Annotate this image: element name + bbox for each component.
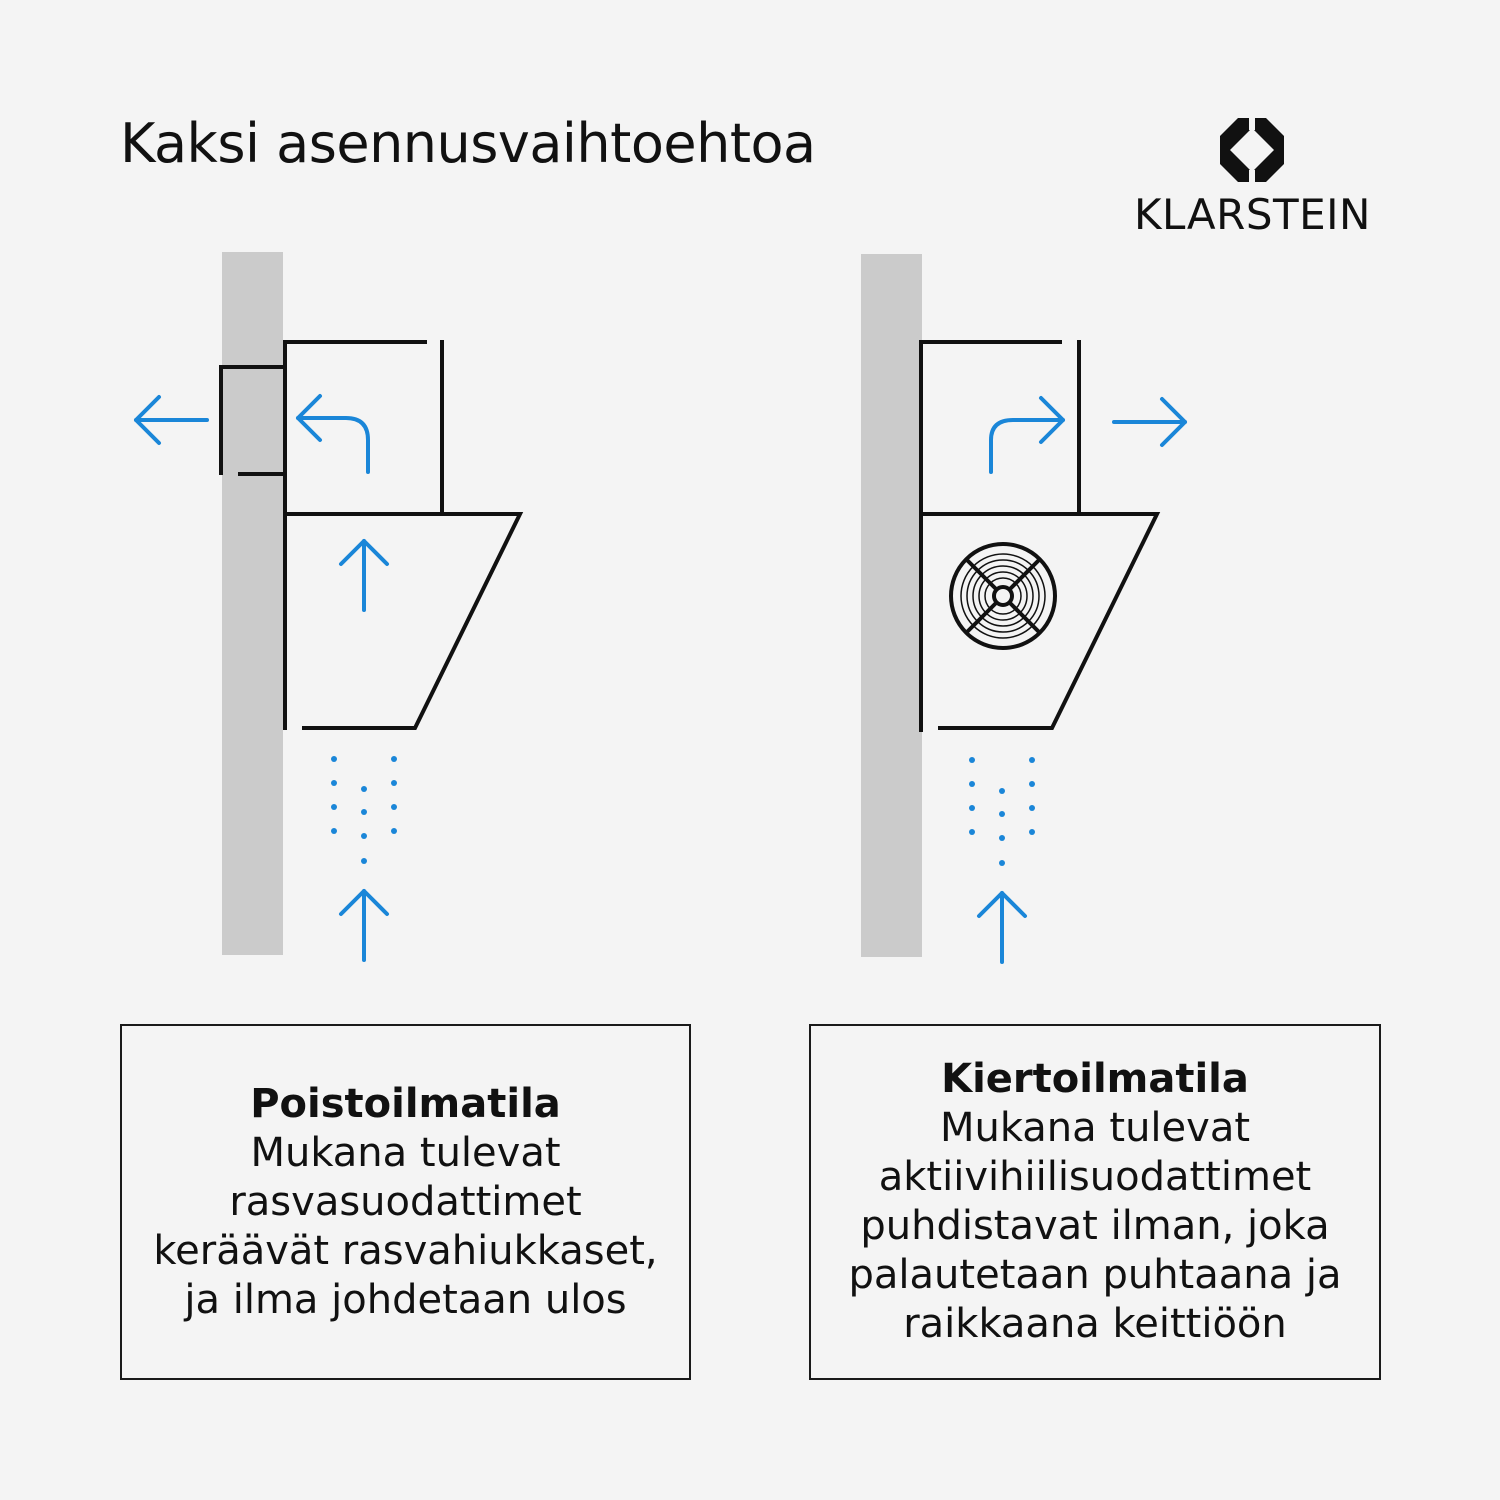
hood-body: [285, 514, 520, 730]
recirculation-mode-diagram: [750, 0, 1500, 1000]
exhaust-mode-box: [120, 1024, 691, 1380]
brand-name: KLARSTEIN: [1134, 190, 1371, 239]
exhaust-mode-diagram: [0, 0, 750, 1000]
mode-description: Mukana tulevat rasvasuodattimet keräävät rasvahiukkaset, ja ilma johdetaan ulos: [153, 1129, 658, 1323]
mode-title: Kiertoilmatila: [941, 1056, 1249, 1102]
wall: [222, 252, 283, 955]
arrow-up-icon: [979, 893, 1025, 962]
arrow-turn-left-icon: [298, 396, 368, 472]
airflow-arrows: [979, 398, 1185, 962]
smoke-dots: [331, 756, 397, 864]
smoke-dots: [969, 757, 1035, 866]
arrow-up-icon: [341, 891, 387, 960]
mode-description: Mukana tulevat aktiivihiilisuodattimet puhdistavat ilman, joka palautetaan puhtaana ja raikkaana keittiöön: [848, 1105, 1342, 1347]
wall: [861, 254, 922, 957]
fan-icon: [951, 544, 1055, 648]
arrow-up-icon: [341, 541, 387, 610]
arrow-right-icon: [1114, 399, 1185, 445]
page-title: Kaksi asennusvaihtoehtoa: [120, 112, 816, 175]
arrow-left-icon: [136, 397, 207, 443]
arrow-turn-right-icon: [991, 398, 1063, 472]
mode-title: Poistoilmatila: [250, 1080, 561, 1127]
recirculation-mode-box: [809, 1024, 1381, 1380]
